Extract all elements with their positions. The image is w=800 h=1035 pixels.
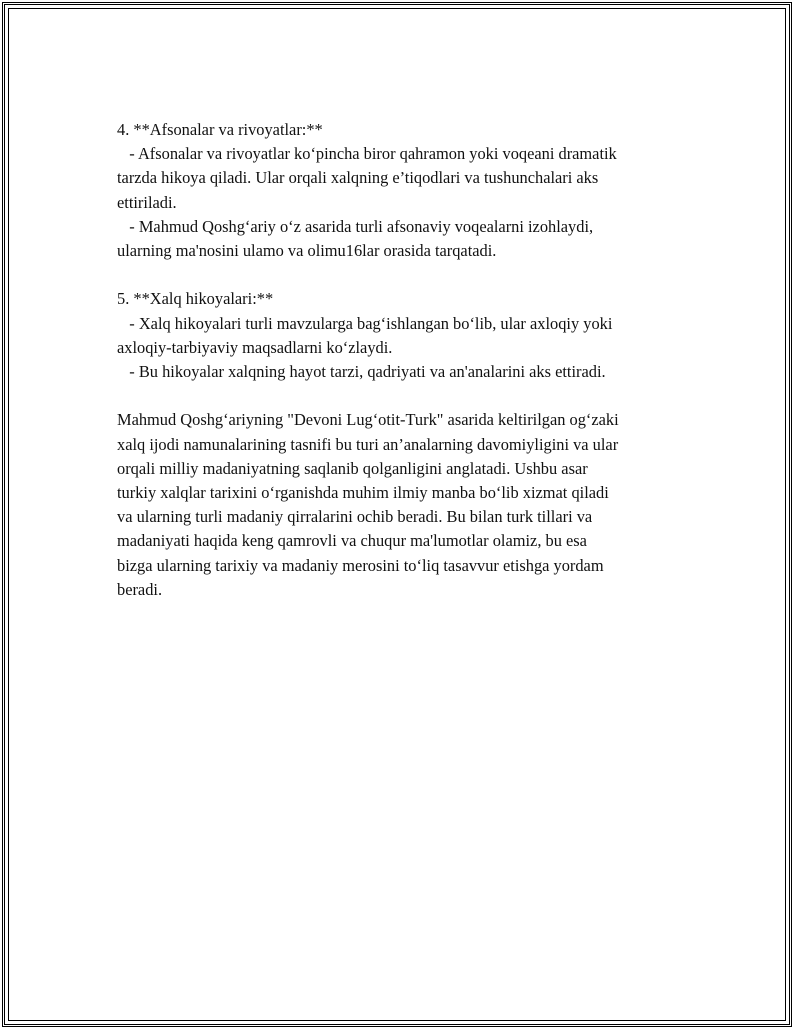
paragraph-line: orqali milliy madaniyatning saqlanib qolganligini anglatadi. Ushbu asar: [117, 458, 588, 478]
paragraph-line: va ularning turli madaniy qirralarini ochib beradi. Bu bilan turk tillari va: [117, 507, 593, 527]
paragraph-line: xalq ijodi namunalarining tasnifi bu turi an’analarning davomiyligini va ular: [117, 434, 619, 454]
paragraph-line: madaniyati haqida keng qamrovli va chuqur ma'lumotlar olamiz, bu esa: [117, 531, 587, 551]
paragraph-spacer: [117, 384, 687, 408]
paragraph-line: ettiriladi.: [117, 192, 177, 212]
paragraph-line: - Bu hikoyalar xalqning hayot tarzi, qadriyati va an'analarini aks ettiradi.: [117, 362, 606, 382]
section-heading: 5. **Xalq hikoyalari:**: [117, 289, 274, 309]
paragraph-line: - Afsonalar va rivoyatlar ko‘pincha biror qahramon yoki voqeani dramatik: [117, 144, 617, 164]
paragraph-line: Mahmud Qoshg‘ariyning "Devoni Lug‘otit-Turk" asarida keltirilgan og‘zaki: [117, 410, 619, 430]
section-xalq-hikoyalari: [117, 287, 687, 384]
paragraph-spacer: [117, 263, 687, 287]
paragraph-line: axloqiy-tarbiyaviy maqsadlarni ko‘zlaydi.: [117, 337, 393, 357]
section-afsonalar: [117, 118, 687, 263]
paragraph-line: turkiy xalqlar tarixini o‘rganishda muhim ilmiy manba bo‘lib xizmat qiladi: [117, 483, 609, 503]
paragraph-line: bizga ularning tarixiy va madaniy merosini to‘liq tasavvur etishga yordam: [117, 555, 604, 575]
document-body: [117, 118, 687, 602]
section-heading: 4. **Afsonalar va rivoyatlar:**: [117, 120, 323, 139]
paragraph-line: tarzda hikoya qiladi. Ular orqali xalqning e’tiqodlari va tushunchalari aks: [117, 168, 599, 188]
paragraph-line: ularning ma'nosini ulamo va olimu16lar orasida tarqatadi.: [117, 241, 497, 261]
paragraph-line: beradi.: [117, 579, 163, 599]
paragraph-line: - Mahmud Qoshg‘ariy o‘z asarida turli afsonaviy voqealarni izohlaydi,: [117, 216, 594, 236]
conclusion-paragraph: [117, 408, 687, 602]
paragraph-line: - Xalq hikoyalari turli mavzularga bag‘ishlangan bo‘lib, ular axloqiy yoki: [117, 313, 613, 333]
